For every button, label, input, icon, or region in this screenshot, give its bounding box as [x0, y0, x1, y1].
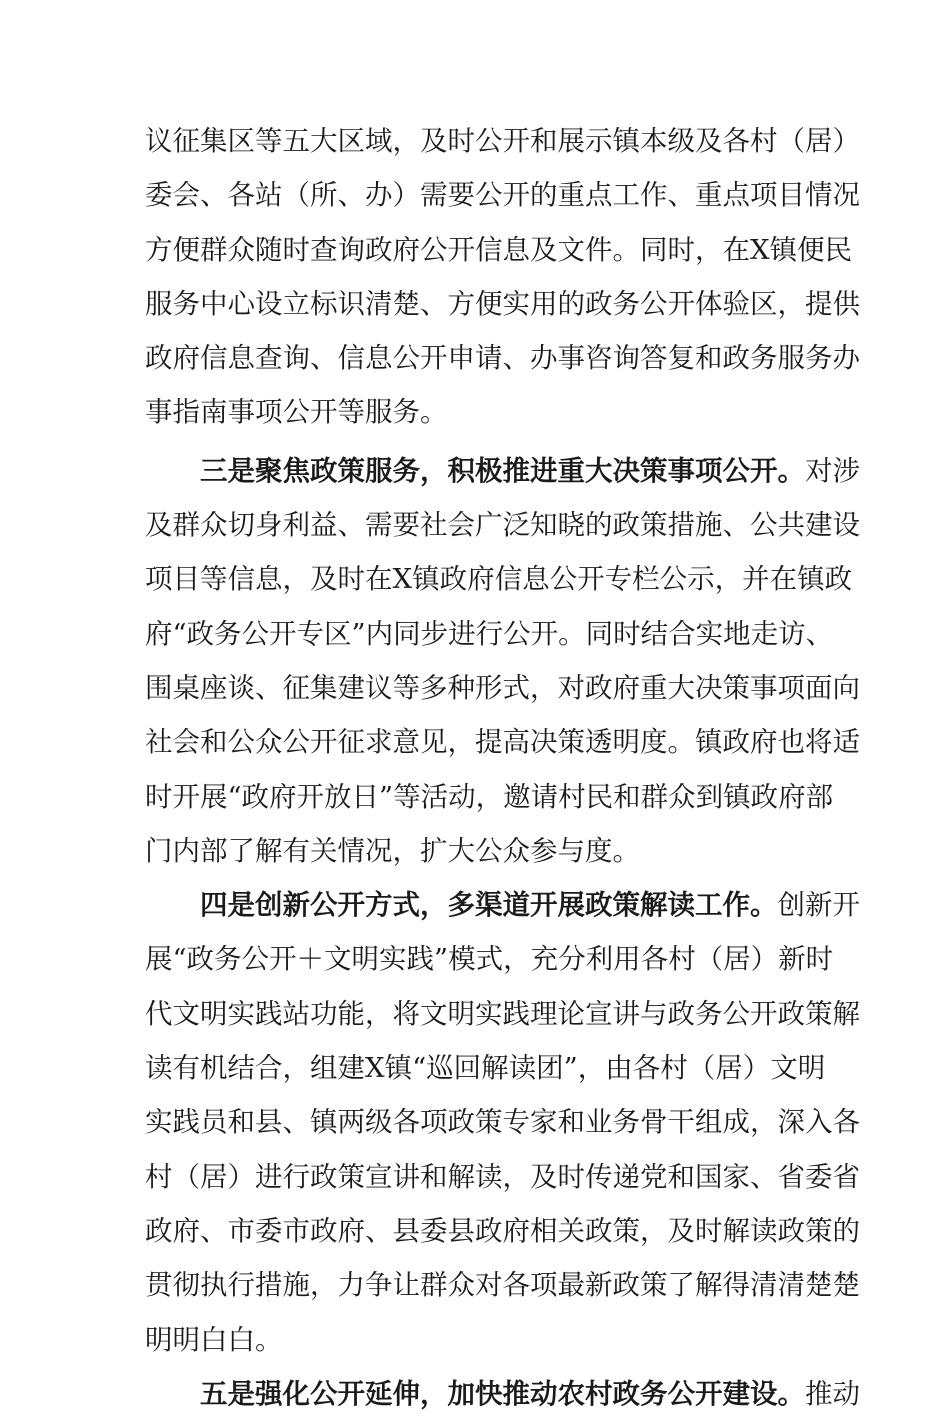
text-line: 明明白白。 [145, 1323, 283, 1356]
paragraph [145, 1367, 860, 1421]
paragraph-heading: 三是聚焦政策服务，积极推进重大决策事项公开。 [200, 454, 805, 487]
text-line: 村（居）进行政策宣讲和解读，及时传递党和国家、省委省 [145, 1160, 860, 1193]
text-line: 及群众切身利益、需要社会广泛知晓的政策措施、公共建设 [145, 509, 860, 542]
text-line: 府“政务公开专区”内同步进行公开。同时结合实地走访、 [145, 617, 834, 650]
text-line: 项目等信息，及时在X镇政府信息公开专栏公示，并在镇政 [145, 563, 853, 596]
text-line: 代文明实践站功能，将文明实践理论宣讲与政务公开政策解 [145, 997, 860, 1030]
paragraph [145, 878, 860, 1367]
document-body [145, 114, 860, 1421]
text-line [145, 444, 860, 498]
paragraph-heading: 五是强化公开延伸，加快推动农村政务公开建设。 [200, 1377, 805, 1410]
paragraph-heading: 四是创新公开方式，多渠道开展政策解读工作。 [200, 889, 778, 922]
text-line: 实践员和县、镇两级各项政策专家和业务骨干组成，深入各 [145, 1106, 860, 1139]
text-line: 方便群众随时查询政府公开信息及文件。同时，在X镇便民 [145, 233, 853, 266]
text-line: 贯彻执行措施，力争让群众对各项最新政策了解得清清楚楚 [145, 1269, 860, 1302]
text-run: 推动 [805, 1377, 860, 1410]
text-line: 社会和公众公开征求意见，提高决策透明度。镇政府也将适 [145, 726, 860, 759]
text-line: 门内部了解有关情况，扩大公众参与度。 [145, 834, 640, 867]
text-line: 议征集区等五大区域，及时公开和展示镇本级及各村（居） [145, 125, 860, 157]
text-line: 读有机结合，组建X镇“巡回解读团”，由各村（居）文明 [145, 1052, 826, 1085]
paragraph [145, 444, 860, 878]
text-line [145, 878, 860, 932]
text-line: 时开展“政府开放日”等活动，邀请村民和群众到镇政府部 [145, 780, 834, 813]
text-line: 政府信息查询、信息公开申请、办事咨询答复和政务服务办 [145, 342, 860, 375]
text-line: 政府、市委市政府、县委县政府相关政策，及时解读政策的 [145, 1214, 860, 1247]
text-line: 围桌座谈、征集建议等多种形式，对政府重大决策事项面向 [145, 671, 860, 704]
paragraph [145, 114, 860, 440]
text-line: 服务中心设立标识清楚、方便实用的政务公开体验区，提供 [145, 287, 860, 320]
text-line: 事指南事项公开等服务。 [145, 396, 448, 429]
text-run: 创新开 [777, 889, 860, 922]
text-run: 对涉 [805, 454, 860, 487]
text-line: 展“政务公开＋文明实践”模式，充分利用各村（居）新时 [145, 943, 834, 976]
text-line: 委会、各站（所、办）需要公开的重点工作、重点项目情况 [145, 179, 860, 212]
text-line [145, 1367, 860, 1421]
